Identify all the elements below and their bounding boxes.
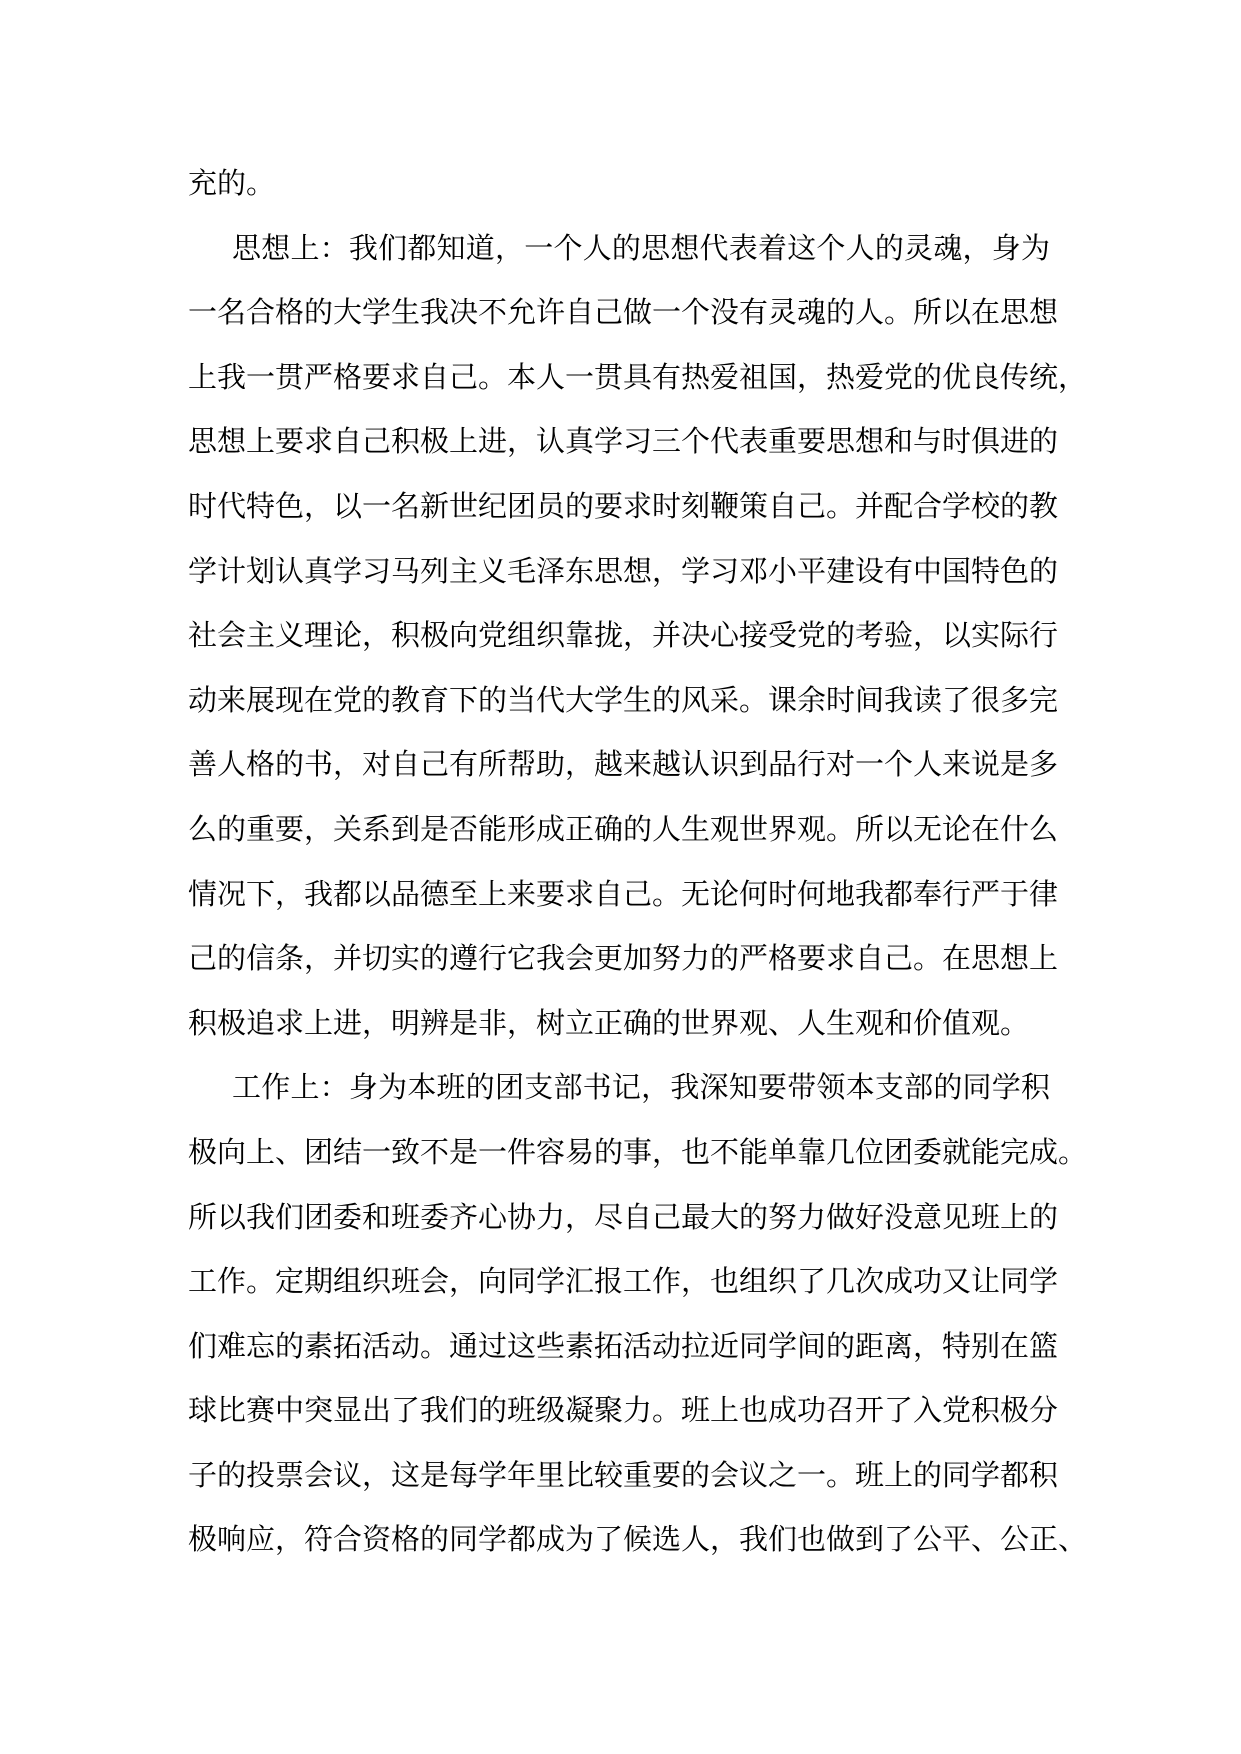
text-line: 情况下，我都以品德至上来要求自己。无论何时何地我都奉行严于律 <box>188 876 1059 911</box>
text-line: 一名合格的大学生我决不允许自己做一个没有灵魂的人。所以在思想 <box>188 295 1059 330</box>
text-line: 么的重要，关系到是否能形成正确的人生观世界观。所以无论在什么 <box>188 811 1059 846</box>
text-line: 们难忘的素拓活动。通过这些素拓活动拉近同学间的距离，特别在篮 <box>188 1328 1059 1363</box>
text-line: 时代特色，以一名新世纪团员的要求时刻鞭策自己。并配合学校的教 <box>188 488 1059 523</box>
text-line: 积极追求上进，明辨是非，树立正确的世界观、人生观和价值观。 <box>188 1005 1030 1040</box>
text-line: 工作上：身为本班的团支部书记，我深知要带领本支部的同学积 <box>232 1070 1050 1105</box>
text-line: 思想上要求自己积极上进，认真学习三个代表重要思想和与时俱进的 <box>188 424 1059 459</box>
text-line: 所以我们团委和班委齐心协力，尽自己最大的努力做好没意见班上的 <box>188 1199 1059 1234</box>
text-line: 球比赛中突显出了我们的班级凝聚力。班上也成功召开了入党积极分 <box>188 1393 1059 1428</box>
body-text <box>188 151 1088 1572</box>
text-line: 思想上：我们都知道，一个人的思想代表着这个人的灵魂，身为 <box>232 230 1050 265</box>
text-line: 社会主义理论，积极向党组织靠拢，并决心接受党的考验，以实际行 <box>188 618 1059 653</box>
text-line: 工作。定期组织班会，向同学汇报工作，也组织了几次成功又让同学 <box>188 1264 1059 1299</box>
text-line: 极响应，符合资格的同学都成为了候选人，我们也做到了公平、公正、 <box>188 1522 1088 1557</box>
text-line: 上我一贯严格要求自己。本人一贯具有热爱祖国，热爱党的优良传统， <box>188 359 1088 394</box>
text-line: 极向上、团结一致不是一件容易的事，也不能单靠几位团委就能完成。 <box>188 1134 1088 1169</box>
text-line: 学计划认真学习马列主义毛泽东思想，学习邓小平建设有中国特色的 <box>188 553 1059 588</box>
text-line: 善人格的书，对自己有所帮助，越来越认识到品行对一个人来说是多 <box>188 747 1059 782</box>
text-line: 己的信条，并切实的遵行它我会更加努力的严格要求自己。在思想上 <box>188 941 1059 976</box>
text-line: 子的投票会议，这是每学年里比较重要的会议之一。班上的同学都积 <box>188 1457 1059 1492</box>
text-line: 动来展现在党的教育下的当代大学生的风采。课余时间我读了很多完 <box>188 682 1059 717</box>
text-line: 充的。 <box>188 166 276 200</box>
